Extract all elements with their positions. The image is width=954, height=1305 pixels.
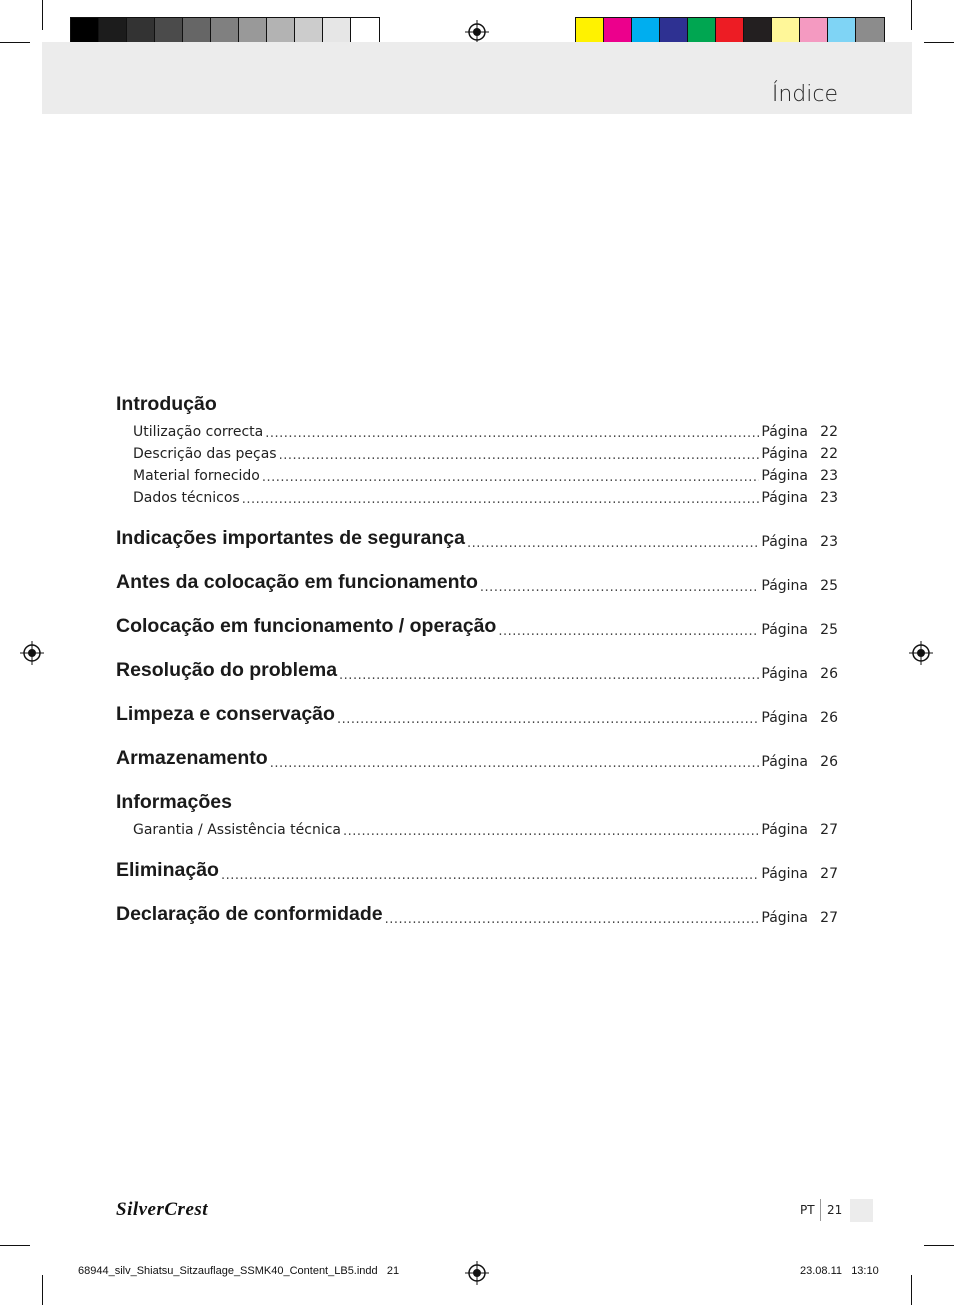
toc-page-number: 22 [820, 446, 838, 462]
toc-page-number: 26 [820, 666, 838, 682]
toc-section [116, 898, 838, 926]
toc-leader-dots [480, 581, 759, 594]
toc-section-title: Introdução [116, 393, 217, 415]
toc-page-number: 27 [820, 822, 838, 838]
toc-section [116, 610, 838, 638]
color-swatch [295, 18, 323, 45]
toc-page-number: 27 [820, 910, 838, 926]
page-tab-box [850, 1199, 873, 1222]
toc-leader-dots [221, 869, 759, 882]
toc-section-title: Antes da colocação em funcionamento [116, 571, 478, 593]
toc-page-number: 23 [820, 490, 838, 506]
crop-mark [0, 1245, 30, 1246]
toc-section-title: Declaração de conformidade [116, 903, 383, 925]
toc-entry-title: Descrição das peças [133, 446, 277, 462]
toc-section [116, 786, 838, 814]
color-swatch [127, 18, 155, 45]
toc-page-label: Página [761, 866, 808, 882]
toc-page-label: Página [761, 578, 808, 594]
crop-mark [911, 1275, 912, 1305]
color-swatch [323, 18, 351, 45]
color-swatch [800, 18, 828, 45]
toc-section [116, 654, 838, 682]
color-swatch [211, 18, 239, 45]
toc-leader-dots [337, 713, 759, 726]
toc-page-number: 22 [820, 424, 838, 440]
color-swatch [772, 18, 800, 45]
toc-page-label: Página [761, 490, 808, 506]
color-swatch [716, 18, 744, 45]
slug-date: 23.08.11 [800, 1265, 843, 1277]
toc-section [116, 566, 838, 594]
registration-mark-icon [20, 641, 44, 665]
registration-mark-icon [465, 1261, 489, 1285]
toc-page-number: 25 [820, 578, 838, 594]
toc-page-label: Página [761, 754, 808, 770]
toc-page-label: Página [761, 534, 808, 550]
slug-file [78, 1265, 399, 1277]
toc-entry [116, 462, 838, 484]
toc-entry [116, 440, 838, 462]
toc-leader-dots [339, 669, 759, 682]
toc-page-number: 27 [820, 866, 838, 882]
toc-page-label: Página [761, 710, 808, 726]
toc-entry [116, 816, 838, 838]
toc-section-title: Armazenamento [116, 747, 268, 769]
toc-leader-dots [242, 493, 760, 506]
crop-mark [911, 0, 912, 30]
slug-page: 21 [386, 1265, 400, 1277]
page-number: 21 [827, 1203, 843, 1217]
toc-page-label: Página [761, 424, 808, 440]
toc-page-label: Página [761, 468, 808, 484]
slug-time: 13:10 [851, 1265, 879, 1277]
crop-mark [42, 1275, 43, 1305]
toc-section-title: Informações [116, 791, 232, 813]
toc-page-label: Página [761, 446, 808, 462]
toc-entry [116, 418, 838, 440]
crop-mark [924, 1245, 954, 1246]
toc-entry-title: Dados técnicos [133, 490, 240, 506]
toc-page-number: 26 [820, 754, 838, 770]
toc-page-number: 23 [820, 468, 838, 484]
toc-entry [116, 484, 838, 506]
table-of-contents [116, 388, 838, 926]
crop-mark [42, 0, 43, 30]
toc-leader-dots [279, 449, 760, 462]
toc-section [116, 698, 838, 726]
toc-section [116, 522, 838, 550]
toc-section-title: Limpeza e conservação [116, 703, 335, 725]
toc-section [116, 388, 838, 416]
brand-logo: SilverCrest [116, 1199, 209, 1220]
page-title: Índice [771, 82, 838, 107]
footer-divider [820, 1199, 821, 1221]
language-code: PT [800, 1203, 815, 1217]
toc-page-number: 23 [820, 534, 838, 550]
color-swatch [828, 18, 856, 45]
toc-section-title: Eliminação [116, 859, 219, 881]
toc-page-label: Página [761, 622, 808, 638]
crop-mark [0, 42, 30, 43]
toc-section-title: Resolução do problema [116, 659, 338, 681]
slug-filename: 68944_silv_Shiatsu_Sitzauflage_SSMK40_Content_LB5.indd [78, 1265, 378, 1277]
color-swatch [155, 18, 183, 45]
toc-section-title: Indicações importantes de segurança [116, 527, 465, 549]
toc-leader-dots [385, 913, 760, 926]
toc-page-label: Página [761, 666, 808, 682]
toc-leader-dots [265, 427, 759, 440]
toc-section-title: Colocação em funcionamento / operação [116, 615, 497, 637]
color-swatch [239, 18, 267, 45]
toc-page-number: 26 [820, 710, 838, 726]
toc-page-number: 25 [820, 622, 838, 638]
color-swatch [267, 18, 295, 45]
toc-entry-title: Material fornecido [133, 468, 260, 484]
toc-leader-dots [270, 757, 760, 770]
color-swatch [660, 18, 688, 45]
toc-leader-dots [467, 537, 759, 550]
color-swatch [688, 18, 716, 45]
color-swatch [71, 18, 99, 45]
toc-entry-title: Utilização correcta [133, 424, 264, 440]
color-swatch [183, 18, 211, 45]
toc-entry-title: Garantia / Assistência técnica [133, 822, 341, 838]
registration-mark-icon [465, 20, 489, 44]
color-swatch [576, 18, 604, 45]
color-swatch [856, 18, 884, 45]
color-swatch [604, 18, 632, 45]
slug-datetime [800, 1265, 879, 1277]
color-swatch [632, 18, 660, 45]
toc-section [116, 742, 838, 770]
registration-mark-icon [909, 641, 933, 665]
toc-leader-dots [262, 471, 760, 484]
toc-leader-dots [498, 625, 759, 638]
color-swatch [351, 18, 379, 45]
toc-page-label: Página [761, 910, 808, 926]
color-swatch [99, 18, 127, 45]
toc-page-label: Página [761, 822, 808, 838]
color-swatch [744, 18, 772, 45]
toc-section [116, 854, 838, 882]
toc-leader-dots [343, 825, 759, 838]
crop-mark [924, 42, 954, 43]
